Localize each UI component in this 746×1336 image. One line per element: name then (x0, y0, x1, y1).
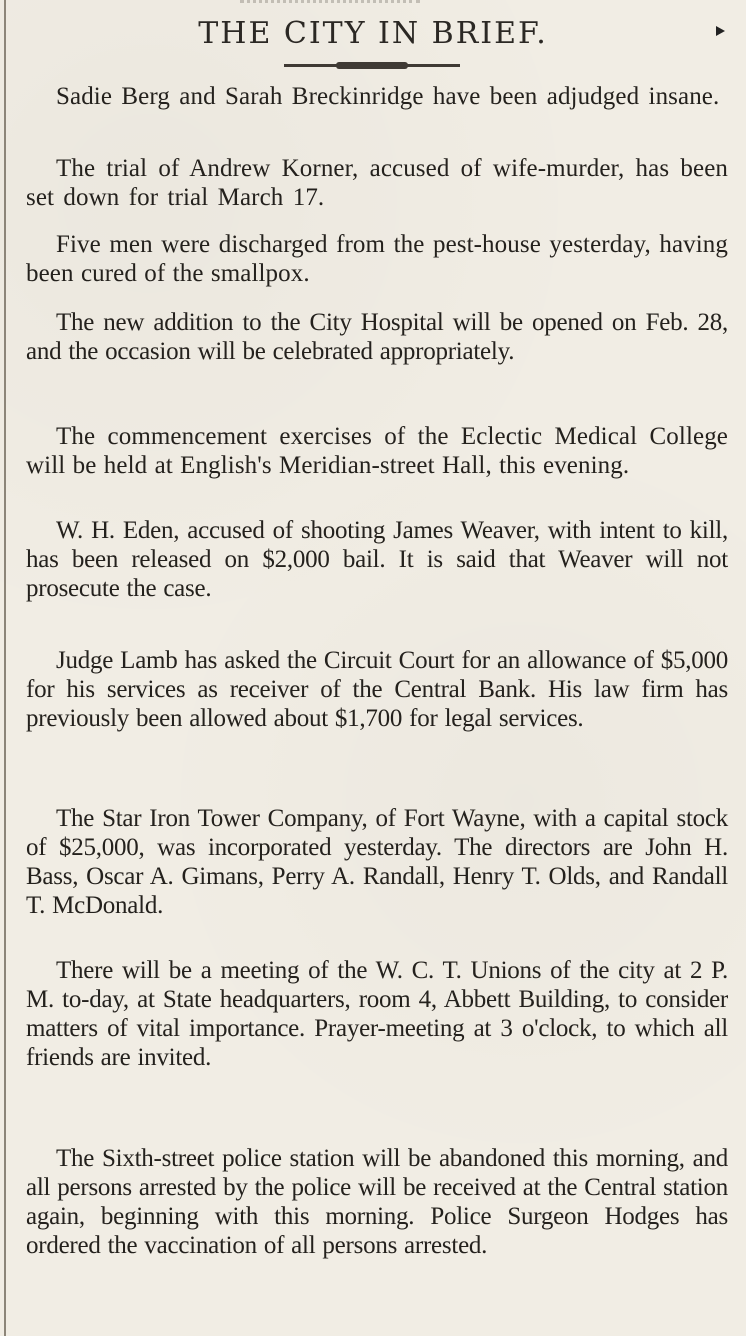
article-pest-house: Five men were discharged from the pest-house yesterday, having been cured of the smallpox. (26, 231, 728, 287)
cropped-top-print (240, 0, 420, 7)
article-korner-trial: The trial of Andrew Korner, accused of wife-murder, has been set down for trial March 17. (26, 155, 728, 211)
article-city-hospital: The new addition to the City Hospital will be opened on Feb. 28, and the occasion will be celebrated appropriately. (26, 309, 728, 365)
section-headline: THE CITY IN BRIEF. (198, 16, 548, 51)
article-police-station: The Sixth-street police station will be abandoned this morning, and all persons arrested by the police will be received at the Central station again, beginning with this morning. Police Surgeon Hodges has ordered the vaccination of all persons arrested. (26, 1145, 728, 1259)
article-eclectic-college: The commencement exercises of the Eclectic Medical College will be held at English's Meridian-street Hall, this evening. (26, 423, 728, 479)
article-wctu-meeting: There will be a meeting of the W. C. T. Unions of the city at 2 P. M. to-day, at State headquarters, room 4, Abbett Building, to consider matters of vital importance. Prayer-meeting at 3 o'clock, to which all friends are invited. (26, 957, 728, 1071)
column-rule (4, 0, 6, 1336)
article-star-iron-tower: The Star Iron Tower Company, of Fort Wayne, with a capital stock of $25,000, was incorporated yesterday. The directors are John H. Bass, Oscar A. Gimans, Perry A. Randall, Henry T. Olds, and Randall T. McDonald. (26, 805, 728, 919)
article-insanity: Sadie Berg and Sarah Breckinridge have been adjudged insane. (56, 83, 720, 110)
article-eden-case: W. H. Eden, accused of shooting James Weaver, with intent to kill, has been released on $2,000 bail. It is said that Weaver will not prosecute the case. (26, 517, 728, 602)
article-judge-lamb: Judge Lamb has asked the Circuit Court for an allowance of $5,000 for his services as receiver of the Central Bank. His law firm has previously been allowed about $1,700 for legal services. (26, 647, 728, 732)
headline-divider (284, 64, 460, 67)
